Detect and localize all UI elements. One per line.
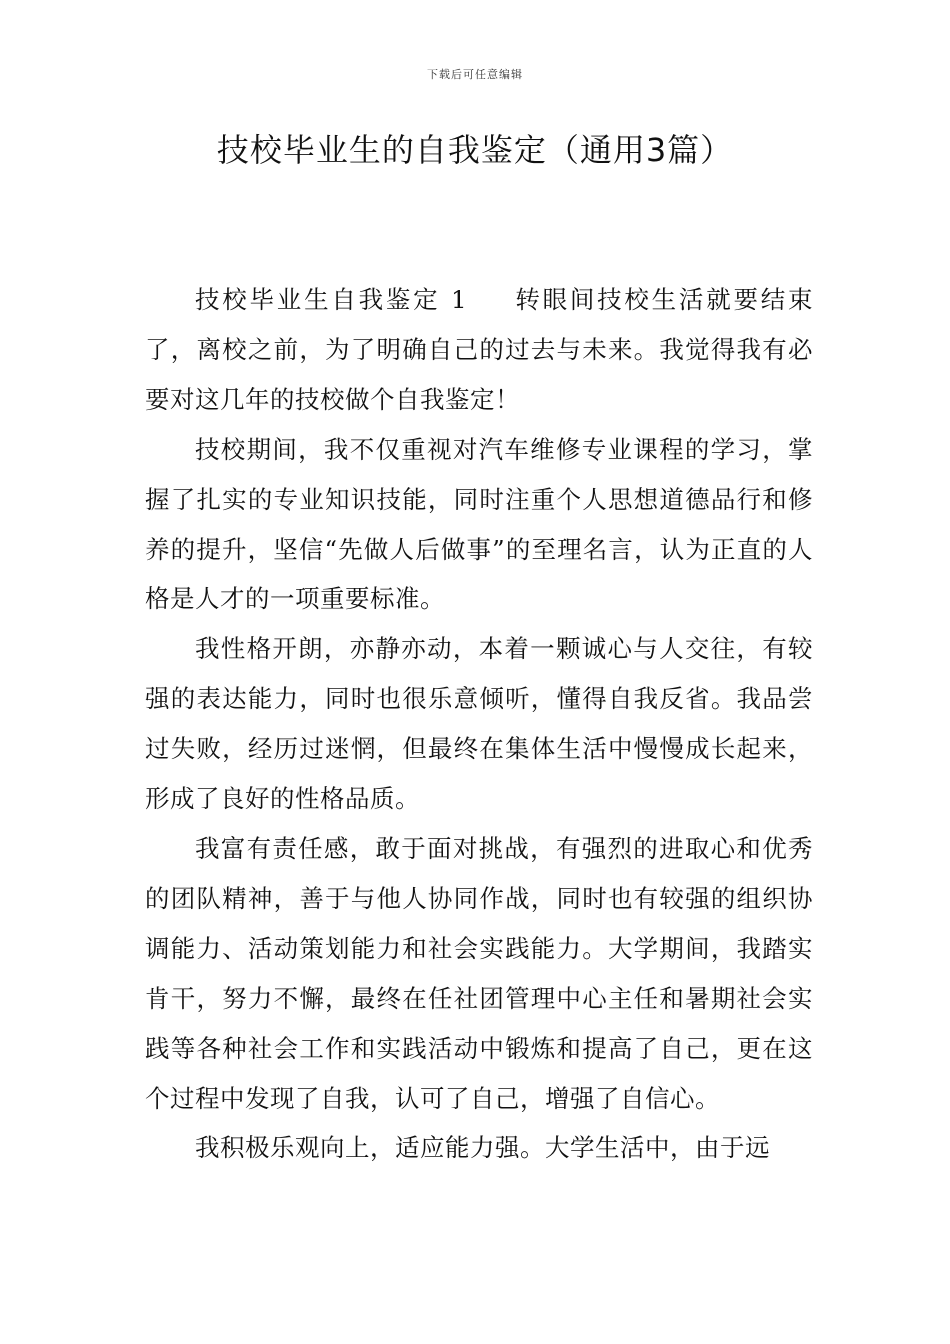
paragraph-2: 技校期间，我不仅重视对汽车维修专业课程的学习，掌握了扎实的专业知识技能，同时注重个人思想道德品行和修养的提升，坚信“先做人后做事”的至理名言，认为正直的人格是人才的一项重要标准。 <box>145 434 813 614</box>
paragraph-4: 我富有责任感，敢于面对挑战，有强烈的进取心和优秀的团队精神，善于与他人协同作战，同时也有较强的组织协调能力、活动策划能力和社会实践能力。大学期间，我踏实肯干，努力不懈，最终在任社团管理中心主任和暑期社会实践等各种社会工作和实践活动中锻炼和提高了自己，更在这个过程中发现了自我，认可了自己，增强了自信心。 <box>145 833 813 1113</box>
paragraph-3: 我性格开朗，亦静亦动，本着一颗诚心与人交往，有较强的表达能力，同时也很乐意倾听，懂得自我反省。我品尝过失败，经历过迷惘，但最终在集体生活中慢慢成长起来，形成了良好的性格品质。 <box>145 634 813 814</box>
document-title: 技校毕业生的自我鉴定（通用3篇） <box>216 131 734 169</box>
document-body <box>145 275 813 1173</box>
paragraph-1 <box>145 275 813 425</box>
section-heading: 技校毕业生自我鉴定 1 <box>195 285 468 314</box>
paragraph-1-text: 转眼间技校生活就要结束了，离校之前，为了明确自己的过去与未来。我觉得我有必要对这几年的技校做个自我鉴定！ <box>145 285 814 414</box>
paragraph-5: 我积极乐观向上，适应能力强。大学生活中，由于远 <box>195 1133 770 1163</box>
header-note: 下载后可任意编辑 <box>427 68 523 81</box>
